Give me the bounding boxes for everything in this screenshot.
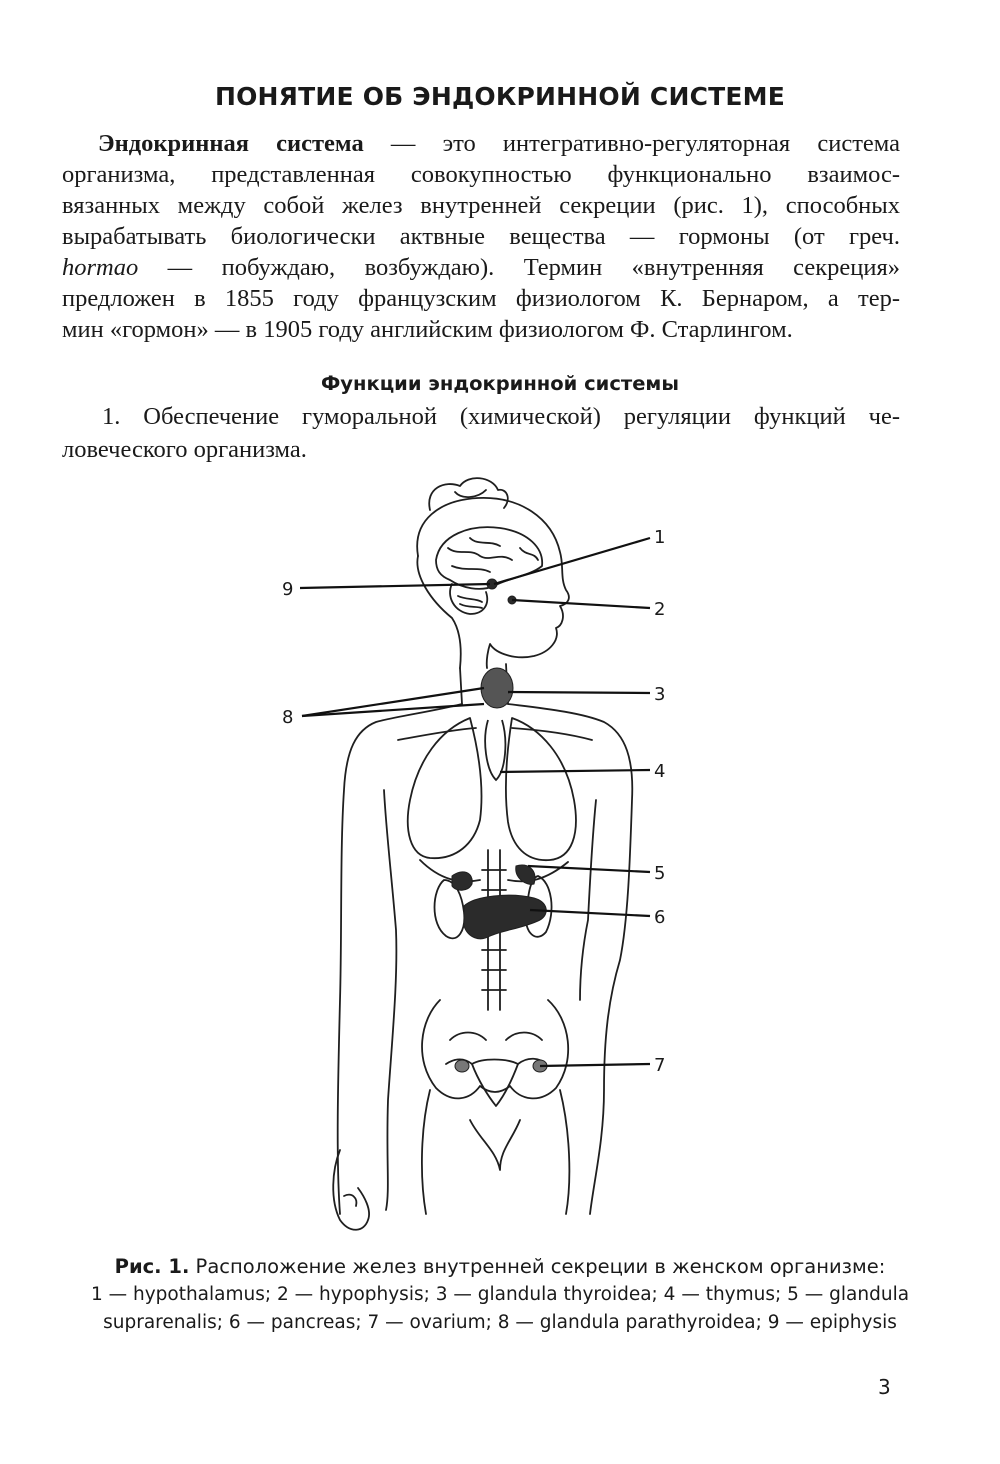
right-lung [506,718,576,860]
page-number: 3 [878,1375,891,1399]
leader-4 [500,770,650,772]
callout-7: 7 [654,1055,666,1076]
callout-3: 3 [654,684,666,705]
callout-2: 2 [654,599,666,620]
figure-caption [62,1253,938,1337]
caption-legend-line-2: suprarenalis; 6 — pancreas; 7 — ovarium; 8 — glandula parathyroidea; 9 — epiphysis [103,1312,897,1333]
leader-7 [540,1064,650,1066]
thyroid-gland [481,668,513,708]
pelvis [422,1000,568,1098]
caption-label: Рис. 1. [114,1255,190,1278]
term-bold: Эндокринная система [98,130,364,157]
leader-2 [512,600,650,608]
caption-legend-line-1: 1 — hypothalamus; 2 — hypophysis; 3 — glandula thyroidea; 4 — thymus; 5 — glandula [90,1284,910,1305]
left-ovary [455,1060,469,1072]
leader-1 [494,538,650,584]
uterus [472,1060,518,1107]
callout-1: 1 [654,527,666,548]
leader-6 [530,910,650,916]
leader-3 [508,692,650,693]
endocrine-figure [270,470,690,1250]
hair-bun [429,478,508,510]
left-adrenal [452,872,472,890]
pancreas [464,895,546,939]
callout-6: 6 [654,907,666,928]
callout-8: 8 [282,707,294,728]
leader-8a [302,688,484,716]
function-item-1: 1. Обеспечение гуморальной (химической) регуляции функций че- ловеческого организма. [62,403,900,463]
left-lung [408,718,482,858]
leader-5 [528,866,650,872]
leader-8b [302,704,484,716]
callout-9: 9 [282,579,294,600]
page-title: ПОНЯТИЕ ОБ ЭНДОКРИННОЙ СИСТЕМЕ [214,82,785,111]
callout-4: 4 [654,761,666,782]
torso-outline [338,704,462,1214]
section-heading: Функции эндокринной системы [320,372,680,395]
greek-word: hormao [62,254,139,281]
caption-title: Расположение желез внутренней секреции в женском организме: [189,1255,886,1278]
intro-paragraph: Эндокринная система — это интегративно-регуляторная система организма, представленная совокупностью функционально взаимос- вязанных между собой желез внутренней секреции (рис. 1), способных вырабатывать биологически актвные вещества — гормоны (от греч. hormao — побуждаю, возбуждаю). Термин «внутренняя секреция» предложен в 1855 году французским физиологом К. Бернаром, а тер- мин «гормон» — в 1905 году английским физиологом Ф. Старлингом. [62,130,900,343]
callout-5: 5 [654,863,666,884]
